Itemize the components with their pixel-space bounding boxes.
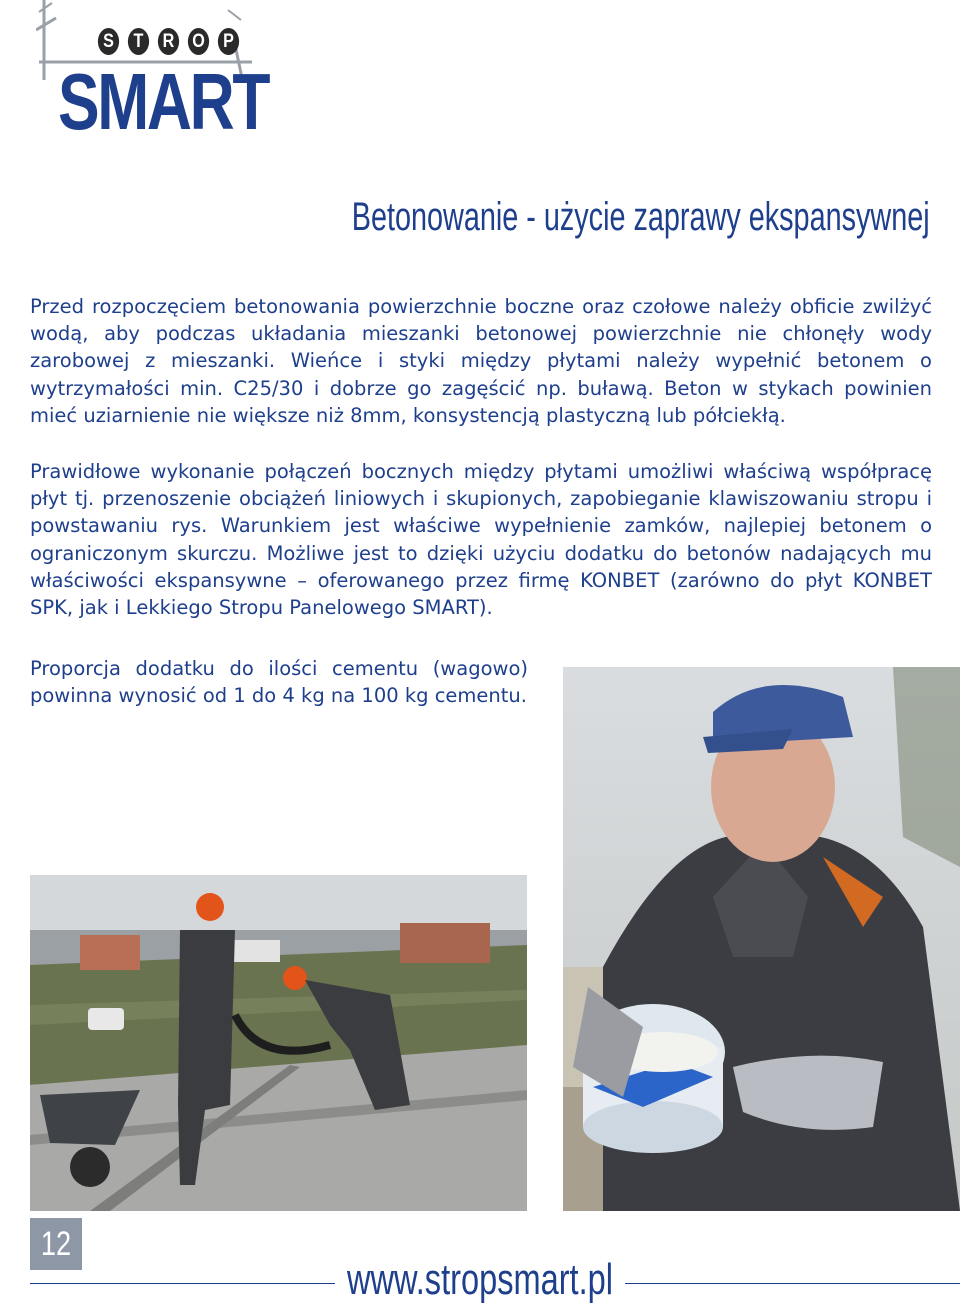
logo-letter-t: T (128, 28, 149, 55)
page-number: 12 (40, 1224, 72, 1263)
logo-wordmark: SMART (58, 57, 269, 146)
page-number-badge (30, 1218, 82, 1270)
worker-with-bucket-photo (563, 667, 960, 1211)
body-paragraph-1: Przed rozpoczęciem betonowania powierzchnie boczne oraz czołowe należy obficie zwilżyć wodą, aby podczas układania mieszanki betonowej powierzchnie nie chłonęły wody zarobowej z mieszanki. Wieńce i styki między płytami należy wypełnić betonem o wytrzymałości min. C25/30 i dobrze go zagęścić np. buławą. Beton w stykach powinien mieć uziarnienie nie większe niż 8mm, konsystencją plastyczną lub półciekłą. (30, 295, 932, 427)
body-paragraph-2: Prawidłowe wykonanie połączeń bocznych między płytami umożliwi właściwą współpracę płyt tj. przenoszenie obciążeń liniowych i skupionych, zapobieganie klawiszowaniu stropu i powstawaniu rys. Warunkiem jest właściwe wypełnienie zamków, najlepiej betonem o ograniczonym skurczu. Możliwe jest to dzięki użyciu dodatku do betonów nadających mu właściwości ekspansywne – oferowanego przez firmę KONBET (zarówno do płyt KONBET SPK, jak i Lekkiego Stropu Panelowego SMART). (30, 460, 932, 620)
workers-on-slab-photo (30, 875, 527, 1211)
body-paragraph-3: Proporcja dodatku do ilości cementu (wagowo) powinna wynosić od 1 do 4 kg na 100 kg cementu. (30, 657, 528, 708)
website-url: www.stropsmart.pl (347, 1255, 613, 1304)
logo-letters (96, 28, 241, 55)
footer-divider-left (30, 1283, 335, 1284)
footer-divider-right (625, 1283, 960, 1284)
logo-letter-o: O (188, 28, 209, 55)
logo-letter-p: P (218, 28, 239, 55)
page-title: Betonowanie - użycie zaprawy ekspansywnej (352, 195, 930, 239)
strop-smart-logo (36, 0, 269, 150)
logo-letter-s: S (98, 28, 119, 55)
logo-letter-r: R (158, 28, 179, 55)
